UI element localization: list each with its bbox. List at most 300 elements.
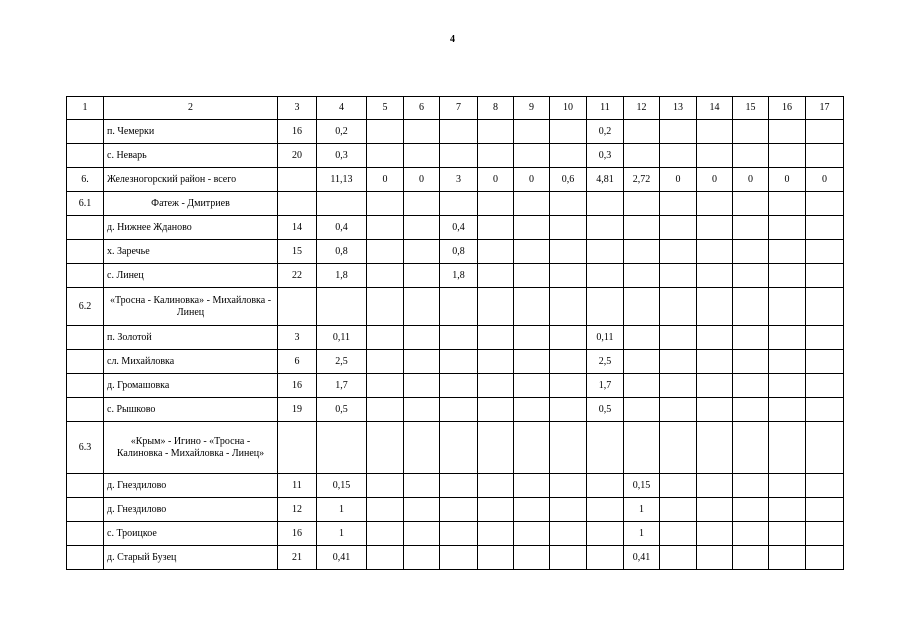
locality-name-cell: д. Гнездилово bbox=[104, 474, 278, 498]
table-cell bbox=[440, 522, 478, 546]
table-cell bbox=[514, 144, 550, 168]
table-cell bbox=[404, 288, 440, 326]
table-cell bbox=[624, 422, 660, 474]
table-cell bbox=[404, 546, 440, 570]
table-cell bbox=[404, 264, 440, 288]
column-number-header: 4 bbox=[317, 97, 367, 120]
table-cell bbox=[697, 398, 733, 422]
table-cell bbox=[550, 422, 587, 474]
row-number-cell bbox=[67, 398, 104, 422]
table-cell: 0 bbox=[733, 168, 769, 192]
table-cell bbox=[550, 192, 587, 216]
table-cell: 0 bbox=[697, 168, 733, 192]
table-cell bbox=[697, 192, 733, 216]
table-cell: 3 bbox=[440, 168, 478, 192]
table-cell: 1,7 bbox=[587, 374, 624, 398]
table-cell bbox=[733, 288, 769, 326]
column-number-header: 10 bbox=[550, 97, 587, 120]
km-mark-cell bbox=[278, 192, 317, 216]
table-cell bbox=[806, 192, 844, 216]
table-cell bbox=[404, 216, 440, 240]
table-cell bbox=[806, 350, 844, 374]
table-cell bbox=[769, 522, 806, 546]
total-length-cell: 1 bbox=[317, 522, 367, 546]
table-cell bbox=[624, 192, 660, 216]
table-cell bbox=[769, 398, 806, 422]
table-cell bbox=[697, 240, 733, 264]
total-length-cell: 1,7 bbox=[317, 374, 367, 398]
column-number-header: 9 bbox=[514, 97, 550, 120]
row-number-cell bbox=[67, 546, 104, 570]
column-number-header: 6 bbox=[404, 97, 440, 120]
table-cell bbox=[550, 350, 587, 374]
table-cell bbox=[514, 498, 550, 522]
table-cell bbox=[514, 474, 550, 498]
table-row bbox=[67, 350, 844, 374]
table-cell bbox=[733, 264, 769, 288]
table-cell bbox=[624, 216, 660, 240]
km-mark-cell bbox=[278, 422, 317, 474]
table-cell bbox=[404, 522, 440, 546]
table-cell bbox=[733, 498, 769, 522]
table-cell bbox=[550, 240, 587, 264]
table-cell bbox=[478, 522, 514, 546]
table-cell: 0,2 bbox=[587, 120, 624, 144]
table-cell bbox=[587, 474, 624, 498]
row-number-cell bbox=[67, 144, 104, 168]
table-cell bbox=[367, 546, 404, 570]
km-mark-cell: 20 bbox=[278, 144, 317, 168]
table-header-row bbox=[67, 97, 844, 120]
table-cell bbox=[550, 326, 587, 350]
table-cell bbox=[806, 326, 844, 350]
table-cell bbox=[624, 264, 660, 288]
table-cell bbox=[733, 546, 769, 570]
row-number-cell bbox=[67, 264, 104, 288]
table-cell bbox=[367, 350, 404, 374]
table-cell bbox=[769, 546, 806, 570]
table-cell bbox=[806, 422, 844, 474]
table-cell bbox=[806, 216, 844, 240]
table-cell bbox=[769, 498, 806, 522]
table-cell bbox=[440, 144, 478, 168]
route-name-cell: «Тросна - Калиновка» - Михайловка - Линец bbox=[104, 288, 278, 326]
table-cell bbox=[624, 374, 660, 398]
total-length-cell: 0,5 bbox=[317, 398, 367, 422]
table-cell bbox=[769, 350, 806, 374]
table-cell bbox=[367, 216, 404, 240]
table-row bbox=[67, 264, 844, 288]
table-cell: 0,8 bbox=[440, 240, 478, 264]
table-cell bbox=[478, 374, 514, 398]
table-cell bbox=[733, 350, 769, 374]
table-cell bbox=[550, 546, 587, 570]
table-cell bbox=[550, 474, 587, 498]
table-cell bbox=[660, 240, 697, 264]
locality-name-cell: д. Нижнее Жданово bbox=[104, 216, 278, 240]
table-row bbox=[67, 474, 844, 498]
table-cell bbox=[697, 474, 733, 498]
table-cell: 0 bbox=[478, 168, 514, 192]
row-number-cell bbox=[67, 120, 104, 144]
table-row bbox=[67, 120, 844, 144]
locality-name-cell: с. Неварь bbox=[104, 144, 278, 168]
column-number-header: 7 bbox=[440, 97, 478, 120]
table-cell bbox=[660, 374, 697, 398]
column-number-header: 8 bbox=[478, 97, 514, 120]
table-cell bbox=[514, 398, 550, 422]
table-cell bbox=[769, 144, 806, 168]
km-mark-cell: 6 bbox=[278, 350, 317, 374]
table-cell bbox=[514, 546, 550, 570]
table-cell bbox=[587, 192, 624, 216]
table-cell bbox=[550, 398, 587, 422]
total-length-cell: 1 bbox=[317, 498, 367, 522]
total-length-cell bbox=[317, 192, 367, 216]
column-number-header: 1 bbox=[67, 97, 104, 120]
table-cell bbox=[697, 326, 733, 350]
table-cell bbox=[440, 498, 478, 522]
table-cell bbox=[587, 216, 624, 240]
table-cell bbox=[660, 546, 697, 570]
table-cell bbox=[514, 216, 550, 240]
table-cell bbox=[733, 474, 769, 498]
locality-name-cell: д. Громашовка bbox=[104, 374, 278, 398]
table-cell bbox=[478, 144, 514, 168]
km-mark-cell: 22 bbox=[278, 264, 317, 288]
table-cell bbox=[440, 326, 478, 350]
row-number-cell bbox=[67, 326, 104, 350]
row-number-cell bbox=[67, 240, 104, 264]
table-cell: 0 bbox=[404, 168, 440, 192]
table-cell bbox=[404, 240, 440, 264]
locality-name-cell: с. Линец bbox=[104, 264, 278, 288]
table-cell bbox=[440, 422, 478, 474]
column-number-header: 16 bbox=[769, 97, 806, 120]
table-cell bbox=[440, 192, 478, 216]
table-cell bbox=[550, 144, 587, 168]
table-cell bbox=[697, 120, 733, 144]
table-cell bbox=[733, 374, 769, 398]
table-cell bbox=[404, 326, 440, 350]
table-cell bbox=[624, 120, 660, 144]
table-cell bbox=[478, 240, 514, 264]
table-cell bbox=[478, 350, 514, 374]
table-row bbox=[67, 216, 844, 240]
table-cell bbox=[769, 374, 806, 398]
table-body bbox=[67, 97, 844, 570]
column-number-header: 14 bbox=[697, 97, 733, 120]
table-cell bbox=[624, 288, 660, 326]
table-cell bbox=[697, 216, 733, 240]
row-number-cell bbox=[67, 374, 104, 398]
table-cell bbox=[697, 498, 733, 522]
column-number-header: 17 bbox=[806, 97, 844, 120]
table-cell bbox=[514, 350, 550, 374]
table-cell bbox=[769, 120, 806, 144]
table-cell bbox=[733, 522, 769, 546]
table-cell bbox=[624, 240, 660, 264]
table-cell bbox=[404, 474, 440, 498]
table-cell bbox=[367, 288, 404, 326]
table-cell bbox=[587, 522, 624, 546]
row-number-cell bbox=[67, 350, 104, 374]
table-cell bbox=[550, 498, 587, 522]
table-cell bbox=[806, 264, 844, 288]
km-mark-cell: 11 bbox=[278, 474, 317, 498]
table-cell bbox=[660, 288, 697, 326]
table-cell bbox=[806, 474, 844, 498]
table-cell bbox=[806, 498, 844, 522]
table-cell: 0 bbox=[367, 168, 404, 192]
table-cell bbox=[806, 546, 844, 570]
table-row bbox=[67, 546, 844, 570]
table-cell bbox=[478, 264, 514, 288]
total-length-cell: 0,3 bbox=[317, 144, 367, 168]
km-mark-cell: 16 bbox=[278, 120, 317, 144]
table-group-row bbox=[67, 192, 844, 216]
table-cell bbox=[733, 326, 769, 350]
total-length-cell: 0,2 bbox=[317, 120, 367, 144]
row-number-cell bbox=[67, 522, 104, 546]
table-cell bbox=[660, 498, 697, 522]
table-cell bbox=[697, 546, 733, 570]
table-cell bbox=[624, 350, 660, 374]
locality-name-cell: п. Золотой bbox=[104, 326, 278, 350]
table-cell bbox=[769, 326, 806, 350]
table-cell bbox=[367, 240, 404, 264]
table-cell bbox=[404, 120, 440, 144]
table-cell: 0 bbox=[514, 168, 550, 192]
km-mark-cell: 14 bbox=[278, 216, 317, 240]
table-cell bbox=[660, 422, 697, 474]
table-row bbox=[67, 398, 844, 422]
table-cell bbox=[733, 422, 769, 474]
table-cell bbox=[367, 374, 404, 398]
km-mark-cell: 15 bbox=[278, 240, 317, 264]
column-number-header: 11 bbox=[587, 97, 624, 120]
table-cell: 1 bbox=[624, 522, 660, 546]
table-cell bbox=[697, 350, 733, 374]
table-cell bbox=[769, 264, 806, 288]
table-cell bbox=[697, 422, 733, 474]
table-cell bbox=[660, 144, 697, 168]
table-cell bbox=[769, 422, 806, 474]
table-cell bbox=[697, 288, 733, 326]
table-cell: 0,15 bbox=[624, 474, 660, 498]
table-cell bbox=[478, 288, 514, 326]
table-cell bbox=[440, 288, 478, 326]
table-cell bbox=[733, 240, 769, 264]
locality-name-cell: х. Заречье bbox=[104, 240, 278, 264]
table-cell bbox=[806, 240, 844, 264]
column-number-header: 2 bbox=[104, 97, 278, 120]
km-mark-cell: 19 bbox=[278, 398, 317, 422]
column-number-header: 15 bbox=[733, 97, 769, 120]
table-cell bbox=[806, 374, 844, 398]
table-cell bbox=[367, 264, 404, 288]
table-group-row bbox=[67, 288, 844, 326]
table-cell bbox=[514, 326, 550, 350]
table-cell bbox=[733, 120, 769, 144]
table-cell bbox=[660, 120, 697, 144]
locality-name-cell: п. Чемерки bbox=[104, 120, 278, 144]
total-length-cell: 2,5 bbox=[317, 350, 367, 374]
table-cell bbox=[806, 120, 844, 144]
table-cell bbox=[514, 264, 550, 288]
locality-name-cell: Железногорский район - всего bbox=[104, 168, 278, 192]
locality-name-cell: д. Гнездилово bbox=[104, 498, 278, 522]
row-number-cell: 6.1 bbox=[67, 192, 104, 216]
table-cell bbox=[514, 120, 550, 144]
table-cell bbox=[587, 546, 624, 570]
km-mark-cell: 16 bbox=[278, 522, 317, 546]
table-cell bbox=[404, 422, 440, 474]
table-cell: 0,3 bbox=[587, 144, 624, 168]
table-cell bbox=[514, 422, 550, 474]
table-cell bbox=[733, 192, 769, 216]
table-cell bbox=[806, 522, 844, 546]
table-cell bbox=[587, 288, 624, 326]
km-mark-cell: 12 bbox=[278, 498, 317, 522]
table-cell: 2,72 bbox=[624, 168, 660, 192]
table-cell bbox=[697, 522, 733, 546]
table-cell bbox=[478, 474, 514, 498]
table-cell bbox=[404, 144, 440, 168]
route-name-cell: «Крым» - Игино - «Тросна - Калиновка - Михайловка - Линец» bbox=[104, 422, 278, 474]
table-cell bbox=[367, 398, 404, 422]
table-cell: 4,81 bbox=[587, 168, 624, 192]
table-row bbox=[67, 498, 844, 522]
table-cell bbox=[550, 288, 587, 326]
table-cell bbox=[404, 192, 440, 216]
table-cell bbox=[660, 398, 697, 422]
table-cell bbox=[660, 522, 697, 546]
table-cell: 0 bbox=[769, 168, 806, 192]
table-cell: 0,5 bbox=[587, 398, 624, 422]
table-cell bbox=[806, 398, 844, 422]
table-cell bbox=[367, 326, 404, 350]
table-cell bbox=[624, 326, 660, 350]
table-cell bbox=[478, 398, 514, 422]
table-cell: 2,5 bbox=[587, 350, 624, 374]
table-cell bbox=[514, 192, 550, 216]
table-cell bbox=[733, 216, 769, 240]
table-cell: 0 bbox=[806, 168, 844, 192]
table-cell: 0,41 bbox=[624, 546, 660, 570]
table-cell bbox=[404, 398, 440, 422]
locality-name-cell: сл. Михайловка bbox=[104, 350, 278, 374]
total-length-cell: 1,8 bbox=[317, 264, 367, 288]
km-mark-cell: 21 bbox=[278, 546, 317, 570]
total-length-cell: 0,15 bbox=[317, 474, 367, 498]
km-mark-cell bbox=[278, 288, 317, 326]
table-cell bbox=[806, 288, 844, 326]
table-cell bbox=[587, 422, 624, 474]
page-number: 4 bbox=[450, 34, 455, 45]
row-number-cell bbox=[67, 498, 104, 522]
table-cell bbox=[478, 546, 514, 570]
table-cell bbox=[440, 474, 478, 498]
table-cell bbox=[367, 144, 404, 168]
table-cell bbox=[367, 474, 404, 498]
column-number-header: 13 bbox=[660, 97, 697, 120]
table-cell bbox=[806, 144, 844, 168]
table-cell: 1 bbox=[624, 498, 660, 522]
table-cell bbox=[478, 498, 514, 522]
table-cell bbox=[367, 192, 404, 216]
table-cell bbox=[697, 264, 733, 288]
table-cell bbox=[624, 398, 660, 422]
table-cell bbox=[514, 522, 550, 546]
total-length-cell: 0,11 bbox=[317, 326, 367, 350]
table-cell bbox=[733, 144, 769, 168]
table-cell bbox=[404, 498, 440, 522]
table-cell bbox=[624, 144, 660, 168]
table-cell bbox=[550, 120, 587, 144]
table-row bbox=[67, 522, 844, 546]
total-length-cell bbox=[317, 422, 367, 474]
table-cell: 0 bbox=[660, 168, 697, 192]
table-cell bbox=[769, 474, 806, 498]
km-mark-cell: 16 bbox=[278, 374, 317, 398]
table-cell bbox=[660, 216, 697, 240]
table-cell bbox=[733, 398, 769, 422]
table-cell bbox=[660, 326, 697, 350]
table-cell bbox=[367, 498, 404, 522]
table-cell bbox=[769, 240, 806, 264]
table-cell: 1,8 bbox=[440, 264, 478, 288]
table-cell bbox=[478, 326, 514, 350]
table-cell bbox=[697, 144, 733, 168]
table-cell bbox=[440, 546, 478, 570]
table-cell bbox=[440, 374, 478, 398]
table-cell bbox=[587, 240, 624, 264]
table-cell bbox=[769, 288, 806, 326]
row-number-cell: 6. bbox=[67, 168, 104, 192]
table-cell bbox=[514, 374, 550, 398]
table-cell bbox=[478, 422, 514, 474]
total-length-cell: 0,8 bbox=[317, 240, 367, 264]
table-cell bbox=[660, 350, 697, 374]
table-cell bbox=[440, 350, 478, 374]
total-length-cell: 11,13 bbox=[317, 168, 367, 192]
route-name-cell: Фатеж - Дмитриев bbox=[104, 192, 278, 216]
table-cell bbox=[367, 522, 404, 546]
table-row bbox=[67, 168, 844, 192]
table-cell bbox=[478, 120, 514, 144]
row-number-cell bbox=[67, 216, 104, 240]
table-cell bbox=[367, 120, 404, 144]
table-cell bbox=[550, 522, 587, 546]
table-cell bbox=[404, 374, 440, 398]
table-cell: 0,11 bbox=[587, 326, 624, 350]
table-row bbox=[67, 144, 844, 168]
locality-name-cell: д. Старый Бузец bbox=[104, 546, 278, 570]
table-cell bbox=[660, 192, 697, 216]
table-cell bbox=[440, 398, 478, 422]
row-number-cell: 6.2 bbox=[67, 288, 104, 326]
table-cell bbox=[769, 192, 806, 216]
column-number-header: 3 bbox=[278, 97, 317, 120]
table-cell bbox=[660, 474, 697, 498]
table-cell bbox=[587, 264, 624, 288]
km-mark-cell: 3 bbox=[278, 326, 317, 350]
table-cell bbox=[478, 192, 514, 216]
total-length-cell: 0,4 bbox=[317, 216, 367, 240]
column-number-header: 12 bbox=[624, 97, 660, 120]
data-table bbox=[66, 96, 844, 570]
